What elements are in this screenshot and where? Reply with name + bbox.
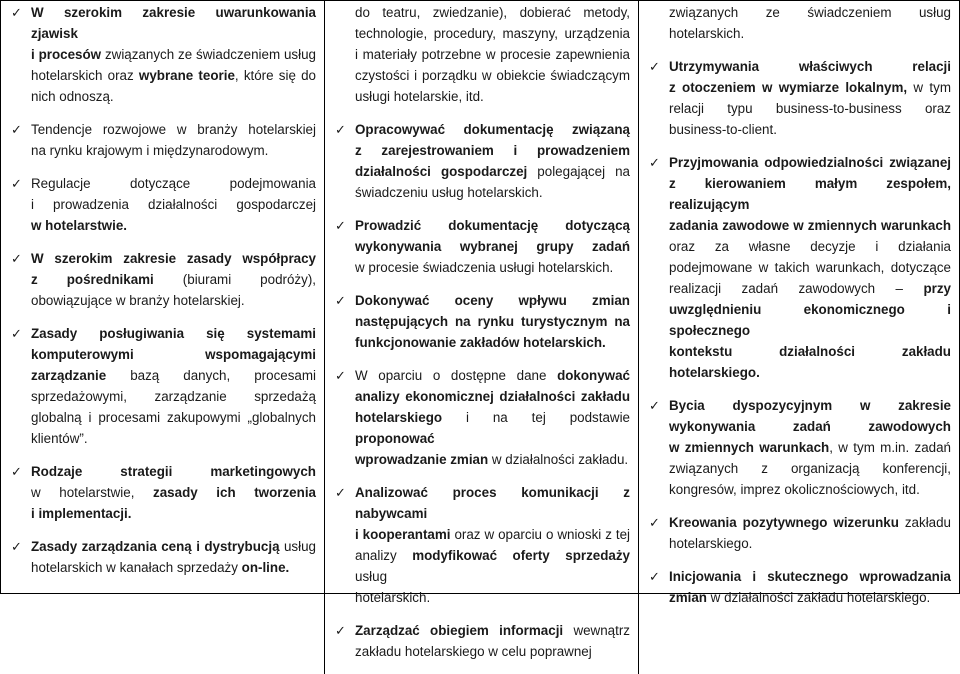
text: technologie, procedury, maszyny, urządzenia bbox=[355, 26, 630, 41]
text-line bbox=[355, 482, 630, 524]
bold-text: on-line. bbox=[241, 560, 290, 575]
text-line bbox=[31, 386, 316, 407]
bold-text: proponować bbox=[355, 431, 435, 446]
text-line bbox=[669, 23, 951, 44]
text: , w tym m.in. zadań bbox=[829, 440, 951, 455]
bold-text: Dokonywać oceny wpływu zmian bbox=[355, 293, 630, 308]
text-line bbox=[355, 332, 630, 353]
text-line bbox=[31, 557, 316, 578]
text-line bbox=[355, 23, 630, 44]
text: usług bbox=[355, 569, 388, 584]
bullet-item bbox=[9, 173, 316, 236]
text-line bbox=[355, 44, 630, 65]
text: do teatru, zwiedzanie), dobierać metody, bbox=[355, 5, 630, 20]
text: Regulacje dotyczące podejmowania bbox=[31, 176, 316, 191]
check-icon: ✓ bbox=[335, 122, 346, 137]
check-icon: ✓ bbox=[649, 515, 660, 530]
text-line bbox=[31, 86, 316, 107]
continued-paragraph bbox=[647, 2, 951, 44]
bold-text: i kooperantami bbox=[355, 527, 451, 542]
bullet-item bbox=[647, 56, 951, 140]
text-line bbox=[31, 503, 316, 524]
bullet-item bbox=[9, 461, 316, 524]
text: polegającej na bbox=[527, 164, 630, 179]
text-line bbox=[31, 344, 316, 365]
text-line bbox=[669, 119, 951, 140]
check-icon: ✓ bbox=[335, 368, 346, 383]
bullet-item bbox=[333, 620, 630, 662]
text-line bbox=[355, 620, 630, 641]
text: zakładu hotelarskiego w celu poprawnej bbox=[355, 644, 592, 659]
text: hotelarskich. bbox=[355, 590, 431, 605]
bold-text: Zasady zarządzania ceną i dystrybucją bbox=[31, 539, 280, 554]
text: świadczeniu usług hotelarskich. bbox=[355, 185, 543, 200]
text-line bbox=[31, 2, 316, 44]
check-icon: ✓ bbox=[649, 59, 660, 74]
text: hotelarskich oraz bbox=[31, 68, 139, 83]
bold-text: Prowadzić dokumentację dotyczącą bbox=[355, 218, 630, 233]
check-icon: ✓ bbox=[11, 5, 22, 20]
text: zakładu bbox=[898, 515, 952, 530]
text: hotelarskich w kanałach sprzedaży bbox=[31, 560, 242, 575]
bold-text: wybrane teorie bbox=[138, 68, 235, 83]
text-line bbox=[31, 215, 316, 236]
bullet-item bbox=[9, 2, 316, 107]
bullet-item bbox=[9, 536, 316, 578]
text-line bbox=[355, 161, 630, 182]
text-line bbox=[669, 152, 951, 173]
text-line bbox=[355, 257, 630, 278]
text: sprzedażowymi, zarządzanie sprzedażą bbox=[31, 389, 316, 404]
bold-text: wykonywania wybranej grupy zadań bbox=[355, 239, 630, 254]
text-line bbox=[669, 341, 951, 383]
bullet-item bbox=[333, 119, 630, 203]
bold-text: komputerowymi wspomagającymi bbox=[31, 347, 316, 362]
text-line bbox=[669, 566, 951, 587]
text-line bbox=[669, 395, 951, 416]
text: oraz w oparciu o wnioski z tej bbox=[450, 527, 630, 542]
bold-text: z pośrednikami bbox=[31, 272, 154, 287]
bullet-item bbox=[647, 395, 951, 500]
bold-text: zmian bbox=[669, 590, 707, 605]
text-line bbox=[355, 119, 630, 140]
text: wewnątrz bbox=[563, 623, 631, 638]
check-icon: ✓ bbox=[11, 464, 22, 479]
text-line bbox=[355, 236, 630, 257]
check-icon: ✓ bbox=[11, 122, 22, 137]
bold-text: zadania zawodowe w zmiennych warunkach bbox=[669, 218, 951, 233]
text: usług bbox=[279, 539, 316, 554]
text: , które się do bbox=[234, 68, 316, 83]
text-line bbox=[355, 449, 630, 470]
text: kongresów, imprez okolicznościowych, itd. bbox=[669, 482, 920, 497]
text-line bbox=[669, 98, 951, 119]
text-line bbox=[31, 323, 316, 344]
bullet-item bbox=[333, 215, 630, 278]
bold-text: z kierowaniem małym zespołem, realizującym bbox=[669, 176, 951, 212]
text: nich odnoszą. bbox=[31, 89, 114, 104]
check-icon: ✓ bbox=[335, 485, 346, 500]
text-line bbox=[669, 479, 951, 500]
bold-text: i implementacji. bbox=[31, 506, 132, 521]
text-line bbox=[669, 173, 951, 215]
bold-text: Opracowywać dokumentację związaną bbox=[355, 122, 630, 137]
bold-text: kontekstu działalności zakładu hotelarskiego. bbox=[669, 344, 951, 380]
text: W oparciu o dostępne dane bbox=[355, 368, 558, 383]
text: w hotelarstwie, bbox=[31, 485, 154, 500]
bold-text: Zasady posługiwania się systemami bbox=[31, 326, 316, 341]
text-line bbox=[31, 290, 316, 311]
check-icon: ✓ bbox=[335, 218, 346, 233]
bold-text: Utrzymywania właściwych relacji bbox=[669, 59, 951, 74]
check-icon: ✓ bbox=[649, 398, 660, 413]
text-line bbox=[355, 365, 630, 386]
text: i materiały potrzebne w procesie zapewnienia bbox=[355, 47, 630, 62]
text: w procesie świadczenia usługi hotelarskich. bbox=[355, 260, 614, 275]
bullet-item bbox=[333, 365, 630, 470]
bold-text: Analizować proces komunikacji z nabywcami bbox=[355, 485, 630, 521]
text-line bbox=[669, 512, 951, 533]
text-line bbox=[669, 2, 951, 23]
text-line bbox=[669, 437, 951, 458]
bold-text: wykonywania zadań zawodowych bbox=[669, 419, 951, 434]
text-line bbox=[669, 533, 951, 554]
text: relacji typu business-to-business oraz bbox=[669, 101, 951, 116]
bullet-item bbox=[9, 248, 316, 311]
text-line bbox=[355, 2, 630, 23]
check-icon: ✓ bbox=[649, 569, 660, 584]
text-line bbox=[31, 140, 316, 161]
text-line bbox=[669, 77, 951, 98]
bold-text: Rodzaje strategii marketingowych bbox=[31, 464, 316, 479]
bullet-item bbox=[647, 512, 951, 554]
text-line bbox=[31, 194, 316, 215]
column-skills bbox=[324, 1, 638, 674]
text-line bbox=[669, 458, 951, 479]
text-line bbox=[31, 173, 316, 194]
text: (biurami podróży), bbox=[153, 272, 316, 287]
bold-text: w hotelarstwie. bbox=[31, 218, 127, 233]
check-icon: ✓ bbox=[649, 155, 660, 170]
text-line bbox=[31, 44, 316, 65]
column-knowledge bbox=[1, 1, 324, 674]
text-line bbox=[31, 461, 316, 482]
bullet-item bbox=[647, 152, 951, 383]
text-line bbox=[669, 299, 951, 341]
text: globalną i procesami zakupowymi „globalnych bbox=[31, 410, 316, 425]
text-line bbox=[31, 428, 316, 449]
text: hotelarskich. bbox=[669, 26, 745, 41]
bold-text: następujących na rynku turystycznym na bbox=[355, 314, 630, 329]
bold-text: modyfikować oferty sprzedaży bbox=[412, 548, 630, 563]
bold-text: Kreowania pozytywnego wizerunku bbox=[669, 515, 899, 530]
text-line bbox=[31, 119, 316, 140]
text: związanych ze świadczeniem usług bbox=[669, 5, 951, 20]
bold-text: analizy ekonomicznej działalności zakładu bbox=[355, 389, 630, 404]
text-line bbox=[355, 641, 630, 662]
bold-text: Bycia dyspozycyjnym w zakresie bbox=[669, 398, 951, 413]
text: w tym bbox=[907, 80, 951, 95]
text: czystości i porządku w obiekcie świadczącym bbox=[355, 68, 630, 83]
text: obowiązujące w branży hotelarskiej. bbox=[31, 293, 245, 308]
text: związanych z organizacją konferencji, bbox=[669, 461, 951, 476]
text-line bbox=[669, 257, 951, 278]
bold-text: z zarejestrowaniem i prowadzeniem bbox=[355, 143, 630, 158]
bold-text: Inicjowania i skutecznego wprowadzania bbox=[669, 569, 951, 584]
text-line bbox=[31, 269, 316, 290]
bullet-item bbox=[333, 290, 630, 353]
bold-text: uwzględnieniu ekonomicznego i społecznego bbox=[669, 302, 951, 338]
text-line bbox=[355, 587, 630, 608]
text-line bbox=[31, 65, 316, 86]
text-line bbox=[355, 545, 630, 587]
continued-paragraph bbox=[333, 2, 630, 107]
text: bazą danych, procesami bbox=[106, 368, 316, 383]
text: realizacji zadań zawodowych – bbox=[669, 281, 924, 296]
bullet-item bbox=[9, 119, 316, 161]
text-line bbox=[355, 182, 630, 203]
text-line bbox=[355, 311, 630, 332]
bold-text: w zmiennych warunkach bbox=[669, 440, 830, 455]
bold-text: zasady ich tworzenia bbox=[153, 485, 316, 500]
text-line bbox=[669, 236, 951, 257]
text-line bbox=[355, 86, 630, 107]
text-line bbox=[31, 482, 316, 503]
text-line bbox=[31, 365, 316, 386]
text: business-to-client. bbox=[669, 122, 777, 137]
text-line bbox=[669, 587, 951, 608]
check-icon: ✓ bbox=[11, 176, 22, 191]
text-line bbox=[31, 248, 316, 269]
text: i na tej podstawie bbox=[442, 410, 630, 425]
check-icon: ✓ bbox=[335, 623, 346, 638]
text-line bbox=[355, 407, 630, 449]
bold-text: dokonywać bbox=[557, 368, 630, 383]
bold-text: hotelarskiego bbox=[355, 410, 443, 425]
bullet-item bbox=[9, 323, 316, 449]
text-line bbox=[355, 65, 630, 86]
bold-text: Przyjmowania odpowiedzialności związanej bbox=[669, 155, 951, 170]
text-line bbox=[669, 56, 951, 77]
text-line bbox=[355, 524, 630, 545]
text-line bbox=[355, 290, 630, 311]
bold-text: W szerokim zakresie uwarunkowania zjawisk bbox=[31, 5, 316, 41]
text-line bbox=[669, 278, 951, 299]
bold-text: zarządzanie bbox=[31, 368, 107, 383]
text: i prowadzenia działalności gospodarczej bbox=[31, 197, 316, 212]
text: podejmowane w takich warunkach, dotyczące bbox=[669, 260, 951, 275]
text: w działalności zakładu. bbox=[488, 452, 629, 467]
check-icon: ✓ bbox=[335, 293, 346, 308]
bold-text: przy bbox=[923, 281, 951, 296]
bullet-item bbox=[333, 482, 630, 608]
text: na rynku krajowym i międzynarodowym. bbox=[31, 143, 269, 158]
bold-text: Zarządzać obiegiem informacji bbox=[355, 623, 564, 638]
bold-text: funkcjonowanie zakładów hotelarskich. bbox=[355, 335, 606, 350]
text-line bbox=[669, 416, 951, 437]
text: analizy bbox=[355, 548, 413, 563]
text-line bbox=[669, 215, 951, 236]
check-icon: ✓ bbox=[11, 326, 22, 341]
text-line bbox=[31, 536, 316, 557]
text: klientów”. bbox=[31, 431, 88, 446]
text-line bbox=[355, 140, 630, 161]
check-icon: ✓ bbox=[11, 539, 22, 554]
text: hotelarskiego. bbox=[669, 536, 753, 551]
bullet-item bbox=[647, 566, 951, 608]
bold-text: z otoczeniem w wymiarze lokalnym, bbox=[669, 80, 908, 95]
bold-text: wprowadzanie zmian bbox=[355, 452, 489, 467]
check-icon: ✓ bbox=[11, 251, 22, 266]
text-line bbox=[31, 407, 316, 428]
text-line bbox=[355, 386, 630, 407]
bold-text: działalności gospodarczej bbox=[355, 164, 528, 179]
text: Tendencje rozwojowe w branży hotelarskiej bbox=[31, 122, 316, 137]
text: w działalności zakładu hotelarskiego. bbox=[706, 590, 931, 605]
text: związanych ze świadczeniem usług bbox=[101, 47, 316, 62]
text: oraz za własne decyzje i działania bbox=[669, 239, 951, 254]
text: usługi hotelarskie, itd. bbox=[355, 89, 484, 104]
bold-text: W szerokim zakresie zasady współpracy bbox=[31, 251, 316, 266]
column-social-competences bbox=[638, 1, 959, 674]
bold-text: i procesów bbox=[31, 47, 102, 62]
text-line bbox=[355, 215, 630, 236]
